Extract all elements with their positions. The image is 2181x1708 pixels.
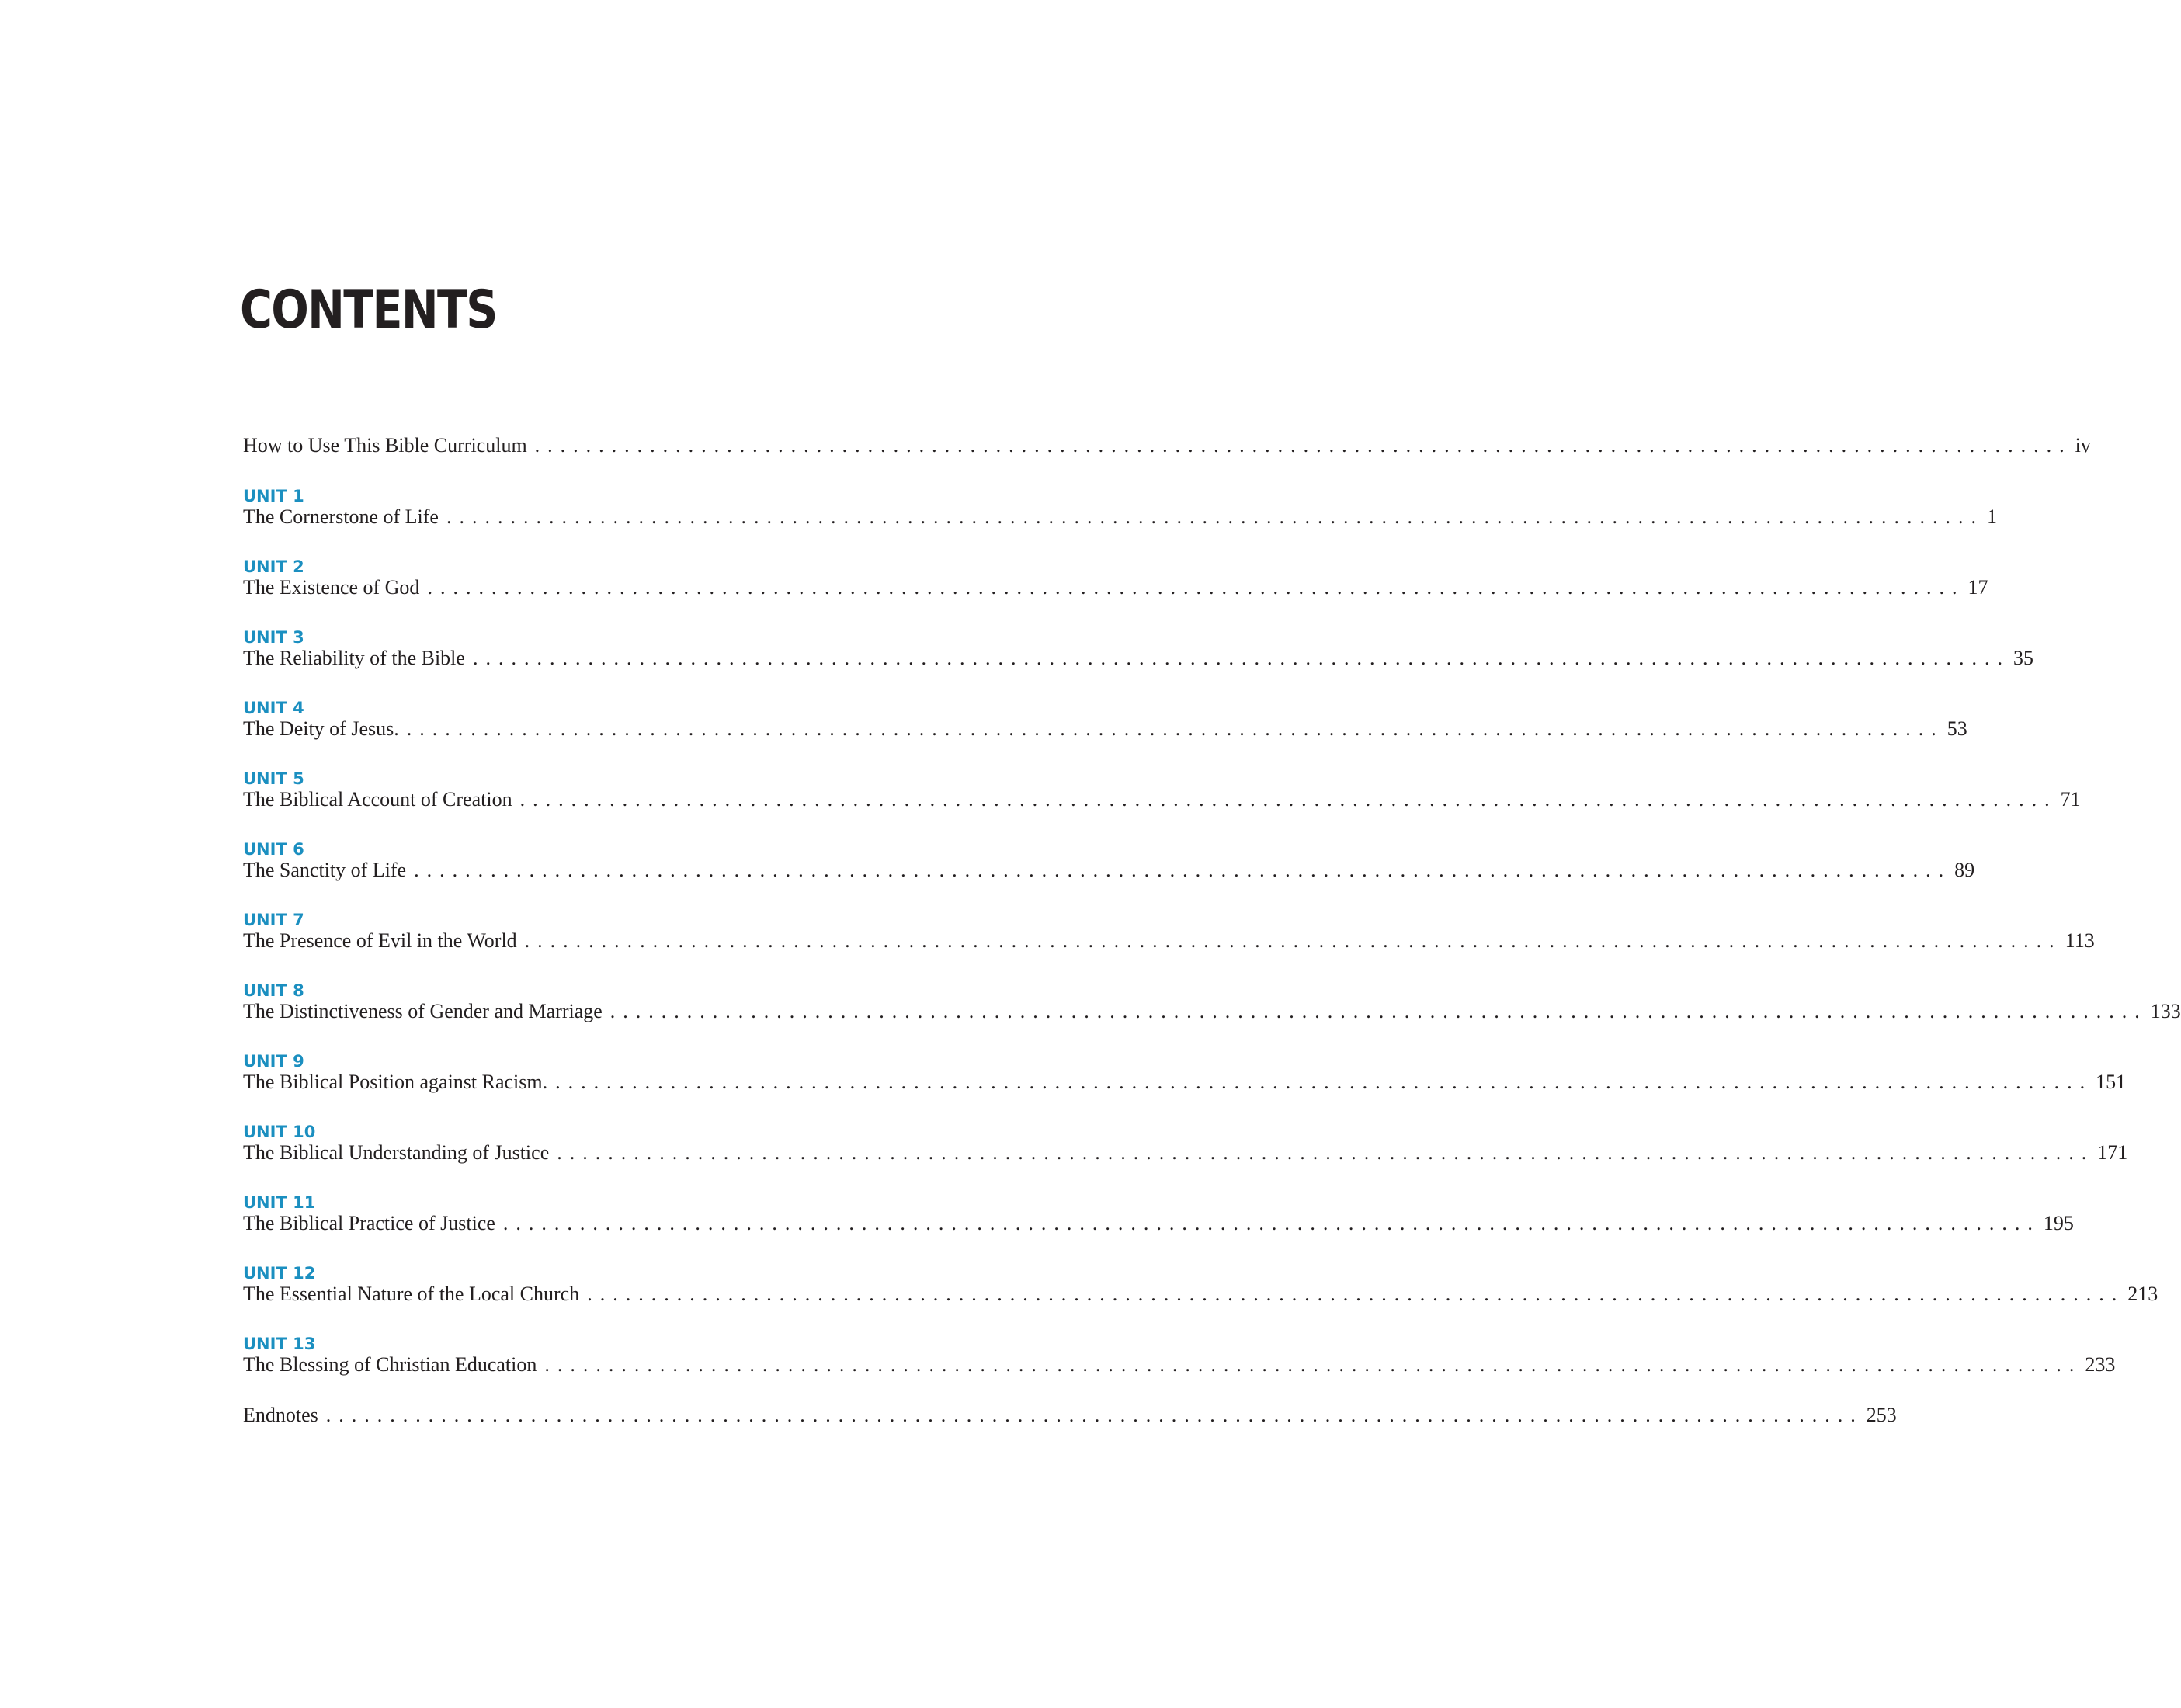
unit-label: UNIT 3 <box>243 628 304 647</box>
entry-title: The Cornerstone of Life <box>243 505 439 528</box>
entry-title: The Biblical Practice of Justice <box>243 1212 495 1234</box>
toc-line[interactable] <box>243 575 1988 600</box>
unit-label: UNIT 5 <box>243 769 304 788</box>
page-number: 195 <box>2043 1212 2074 1234</box>
page-number: 35 <box>2013 647 2033 669</box>
dot-leader: ........................................................................................................................ <box>427 576 1965 599</box>
unit-label: UNIT 1 <box>243 487 304 505</box>
page-number: 253 <box>1866 1404 1897 1426</box>
page-number: 71 <box>2060 788 2081 811</box>
dot-leader: ........................................................................................................................ <box>555 1071 2093 1093</box>
unit-label: UNIT 11 <box>243 1193 316 1212</box>
page-number: 17 <box>1967 576 1988 599</box>
entry-title: The Essential Nature of the Local Church <box>243 1283 580 1305</box>
toc-line[interactable] <box>243 646 2033 671</box>
page-number: iv <box>2075 434 2091 457</box>
toc-line[interactable] <box>243 999 2181 1024</box>
toc-line[interactable] <box>243 717 1967 741</box>
entry-title: The Existence of God <box>243 576 420 599</box>
toc-line[interactable] <box>243 1070 2127 1095</box>
dot-leader: ........................................................................................................................ <box>534 434 2072 457</box>
entry-title: The Biblical Account of Creation <box>243 788 512 811</box>
entry-title: The Reliability of the Bible <box>243 647 465 669</box>
entry-title: How to Use This Bible Curriculum <box>243 434 527 457</box>
page-number: 151 <box>2096 1071 2127 1093</box>
dot-leader: ........................................................................................................................ <box>502 1212 2040 1234</box>
page-number: 233 <box>2085 1353 2116 1376</box>
dot-leader: ........................................................................................................................ <box>406 717 1944 740</box>
page-number: 213 <box>2127 1283 2158 1305</box>
toc-line[interactable] <box>243 1352 2116 1377</box>
entry-title: Endnotes <box>243 1404 318 1426</box>
dot-leader: ........................................................................................................................ <box>519 788 2058 811</box>
toc-line[interactable] <box>243 433 2091 458</box>
toc-line[interactable] <box>243 1140 2128 1165</box>
page-number: 53 <box>1947 717 1967 740</box>
entry-title: The Biblical Understanding of Justice <box>243 1141 550 1164</box>
entry-title: The Presence of Evil in the World <box>243 929 517 952</box>
dot-leader: ........................................................................................................................ <box>587 1283 2125 1305</box>
unit-label: UNIT 2 <box>243 557 304 576</box>
page-number: 113 <box>2065 929 2095 952</box>
toc-line[interactable] <box>243 505 1997 529</box>
unit-label: UNIT 7 <box>243 911 304 929</box>
entry-title: The Blessing of Christian Education <box>243 1353 537 1376</box>
entry-title: The Deity of Jesus. <box>243 717 399 740</box>
dot-leader: ........................................................................................................................ <box>557 1141 2095 1164</box>
unit-label: UNIT 13 <box>243 1335 316 1353</box>
entry-title: The Sanctity of Life <box>243 859 407 881</box>
dot-leader: ........................................................................................................................ <box>524 929 2062 952</box>
dot-leader: ........................................................................................................................ <box>544 1353 2082 1376</box>
page-number: 133 <box>2150 1000 2181 1022</box>
unit-label: UNIT 10 <box>243 1123 316 1141</box>
toc-line[interactable] <box>243 787 2081 812</box>
toc-line[interactable] <box>243 1211 2074 1236</box>
entry-title: The Biblical Position against Racism. <box>243 1071 548 1093</box>
unit-label: UNIT 12 <box>243 1264 316 1283</box>
unit-label: UNIT 8 <box>243 981 304 1000</box>
unit-label: UNIT 4 <box>243 699 304 717</box>
page-title: CONTENTS <box>240 279 497 341</box>
toc-line[interactable] <box>243 858 1975 883</box>
toc-line[interactable] <box>243 1403 1897 1428</box>
toc-line[interactable] <box>243 1282 2158 1307</box>
page-number: 89 <box>1954 859 1975 881</box>
unit-label: UNIT 6 <box>243 840 304 859</box>
toc-line[interactable] <box>243 929 2095 953</box>
unit-label: UNIT 9 <box>243 1052 304 1071</box>
dot-leader: ........................................................................................................................ <box>325 1404 1863 1426</box>
entry-title: The Distinctiveness of Gender and Marriage <box>243 1000 603 1022</box>
dot-leader: ........................................................................................................................ <box>609 1000 2148 1022</box>
page-number: 171 <box>2097 1141 2128 1164</box>
page-number: 1 <box>1986 505 1997 528</box>
dot-leader: ........................................................................................................................ <box>472 647 2010 669</box>
dot-leader: ........................................................................................................................ <box>446 505 1984 528</box>
dot-leader: ........................................................................................................................ <box>414 859 1952 881</box>
